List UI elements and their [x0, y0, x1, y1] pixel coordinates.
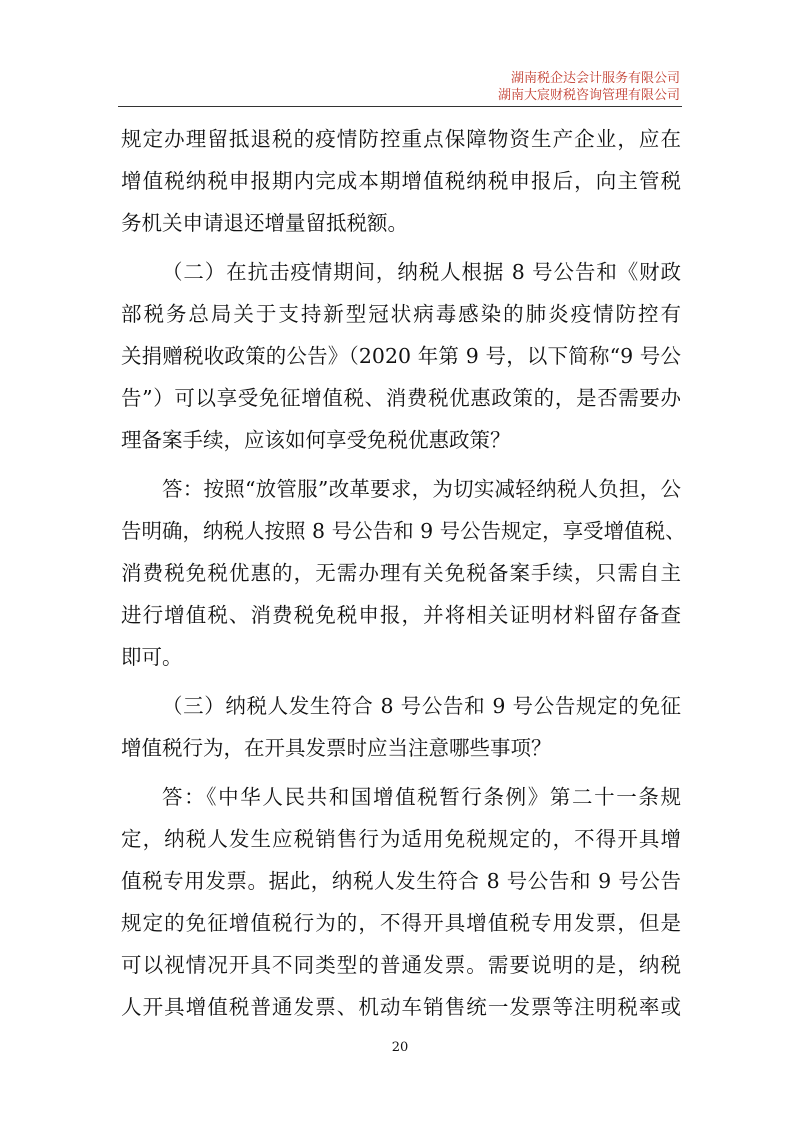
text-line: 部税务总局关于支持新型冠状病毒感染的肺炎疫情防控有: [121, 302, 681, 326]
header-company-1: 湖南税企达会计服务有限公司: [510, 71, 680, 86]
text-line: 值税专用发票。据此，纳税人发生符合 8 号公告和 9 号公告: [121, 869, 681, 893]
header-company-2: 湖南大宸财税咨询管理有限公司: [497, 88, 680, 103]
header-divider: [118, 106, 682, 107]
document-body: [121, 118, 686, 1028]
text-line: 关捐赠税收政策的公告》（2020 年第 9 号，以下简称“9 号公: [121, 344, 681, 368]
text-line: （三）纳税人发生符合 8 号公告和 9 号公告规定的免征: [162, 694, 681, 718]
text-line: 可以视情况开具不同类型的普通发票。需要说明的是，纳税: [121, 953, 681, 977]
text-line: 人开具增值税普通发票、机动车销售统一发票等注明税率或: [121, 995, 681, 1019]
text-line: 答：《中华人民共和国增值税暂行条例》第二十一条规: [162, 785, 681, 809]
text-line: 增值税行为，在开具发票时应当注意哪些事项？: [121, 736, 552, 760]
text-line: 答：按照“放管服”改革要求，为切实减轻纳税人负担，公: [162, 477, 681, 501]
text-line: 规定办理留抵退税的疫情防控重点保障物资生产企业，应在: [121, 127, 681, 151]
text-line: 告”）可以享受免征增值税、消费税优惠政策的，是否需要办: [121, 386, 681, 410]
page-number: 20: [391, 1040, 409, 1055]
text-line: 理备案手续，应该如何享受免税优惠政策？: [121, 428, 511, 452]
text-line: 定，纳税人发生应税销售行为适用免税规定的，不得开具增: [121, 827, 681, 851]
text-line: 即可。: [121, 645, 183, 669]
text-line: （二）在抗击疫情期间，纳税人根据 8 号公告和《财政: [162, 260, 681, 284]
text-line: 务机关申请退还增量留抵税额。: [121, 211, 408, 235]
text-line: 进行增值税、消费税免税申报，并将相关证明材料留存备查: [121, 603, 681, 627]
page-header: [498, 70, 680, 104]
text-line: 增值税纳税申报期内完成本期增值税纳税申报后，向主管税: [121, 169, 681, 193]
text-line: 告明确，纳税人按照 8 号公告和 9 号公告规定，享受增值税、: [121, 519, 686, 543]
text-line: 规定的免征增值税行为的，不得开具增值税专用发票，但是: [121, 911, 681, 935]
text-line: 消费税免税优惠的，无需办理有关免税备案手续，只需自主: [121, 561, 681, 585]
